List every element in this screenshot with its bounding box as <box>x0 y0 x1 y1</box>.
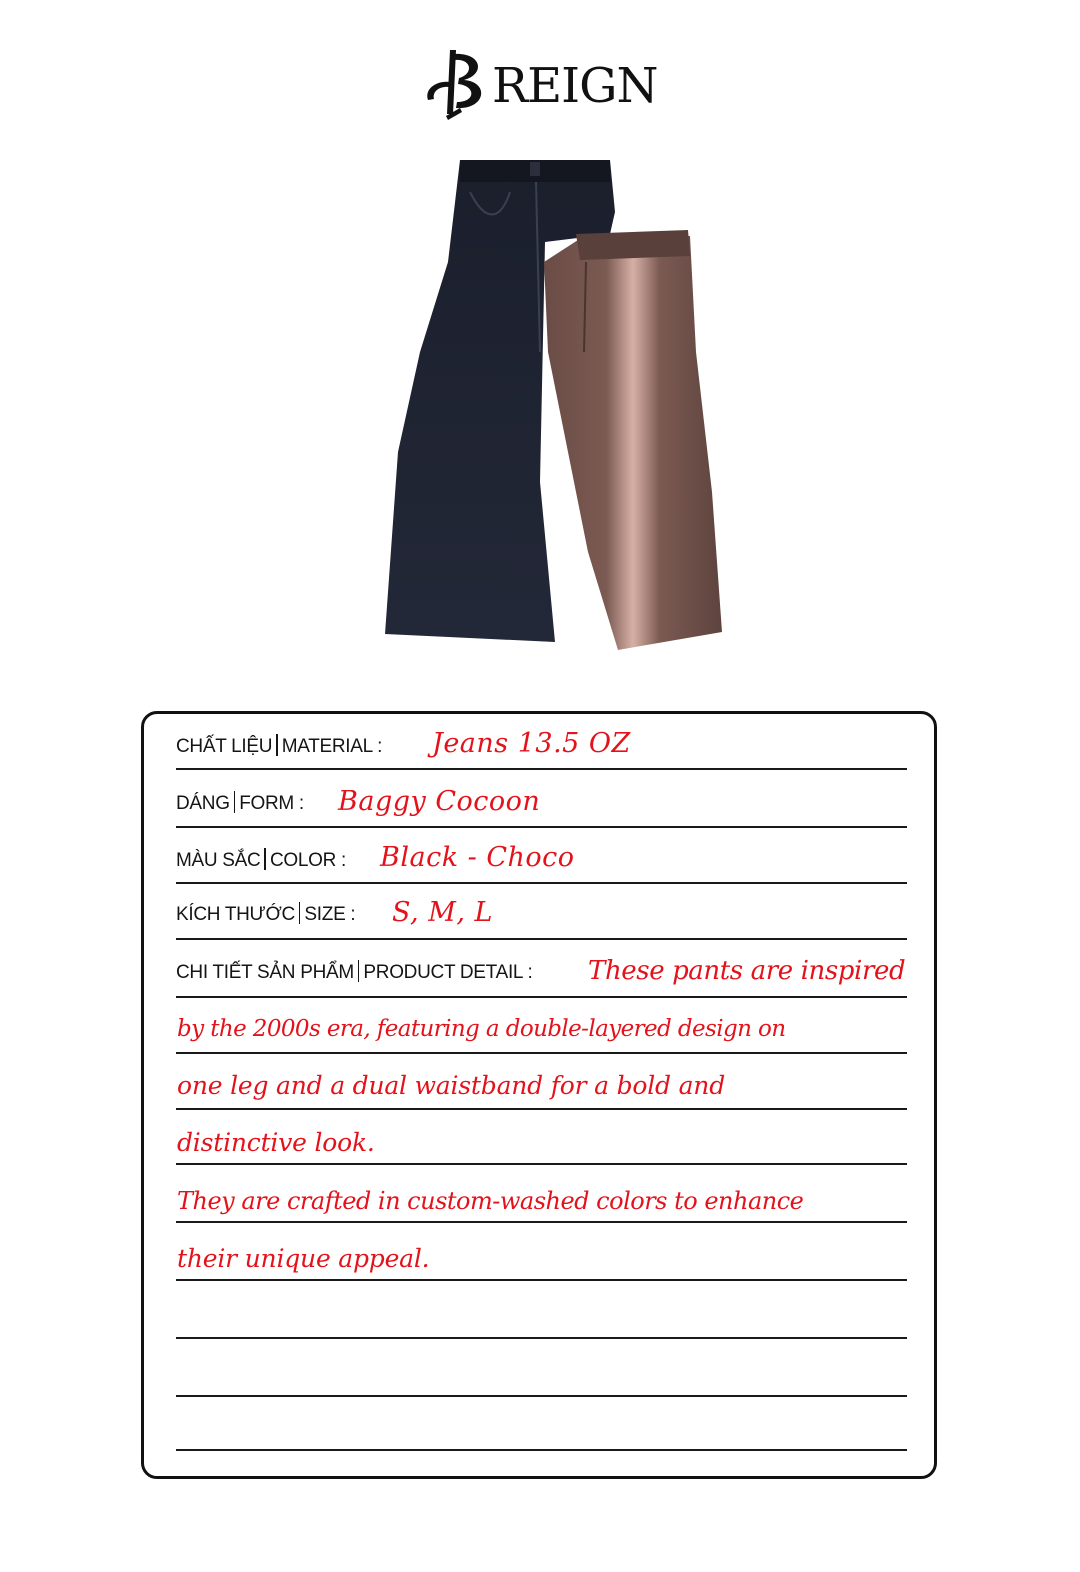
detail-line-3: one leg and a dual waistband for a bold and <box>177 1071 725 1100</box>
color-value: Black - Choco <box>380 842 575 873</box>
rule-11 <box>176 1337 907 1339</box>
rule-4 <box>176 938 907 940</box>
monogram-icon <box>427 50 481 120</box>
form-value: Baggy Cocoon <box>338 786 541 817</box>
second-waistband <box>576 230 690 260</box>
rule-1 <box>176 768 907 770</box>
rule-7 <box>176 1108 907 1110</box>
reign-logo-mark <box>420 44 660 124</box>
rule-5 <box>176 996 907 998</box>
jeans-illustration <box>360 152 740 652</box>
rule-6 <box>176 1052 907 1054</box>
material-label: CHẤT LIỆU MATERIAL : <box>176 736 383 757</box>
rule-12 <box>176 1395 907 1397</box>
rule-10 <box>176 1279 907 1281</box>
right-leg <box>544 236 722 650</box>
rule-8 <box>176 1163 907 1165</box>
size-label: KÍCH THƯỚC SIZE : <box>176 904 356 925</box>
detail-line-5: They are crafted in custom-washed colors to enhance <box>177 1187 804 1215</box>
rule-13 <box>176 1449 907 1451</box>
brand-logo <box>0 44 1080 124</box>
rule-9 <box>176 1221 907 1223</box>
form-label: DÁNG FORM : <box>176 793 304 814</box>
rule-3 <box>176 882 907 884</box>
size-value: S, M, L <box>392 897 493 928</box>
detail-line-4: distinctive look. <box>177 1128 375 1157</box>
detail-line-6: their unique appeal. <box>177 1244 430 1273</box>
detail-label: CHI TIẾT SẢN PHẨM PRODUCT DETAIL : <box>176 962 533 983</box>
rule-2 <box>176 826 907 828</box>
detail-line-1: These pants are inspired <box>588 956 906 986</box>
material-value: Jeans 13.5 OZ <box>432 728 631 759</box>
color-label: MÀU SẮC COLOR : <box>176 850 346 871</box>
detail-line-2: by the 2000s era, featuring a double-layered design on <box>177 1016 786 1042</box>
product-image <box>360 152 740 652</box>
brand-name: REIGN <box>492 58 658 114</box>
